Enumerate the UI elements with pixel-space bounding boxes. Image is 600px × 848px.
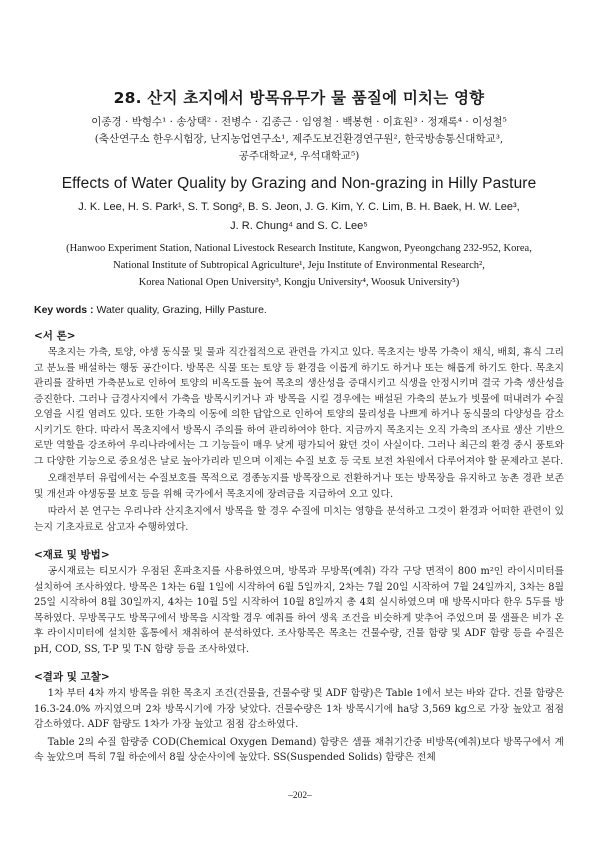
affiliations-english-line: National Institute of Subtropical Agriculture¹, Jeju Institute of Environmental Research²,: [113, 260, 485, 271]
authors-english-line: J. K. Lee, H. S. Park¹, S. T. Song², B. S. Jeon, J. G. Kim, Y. C. Lim, B. H. Baek, H. W. Lee³,: [78, 201, 520, 213]
paper-page: [34, 30, 564, 766]
affiliations-korean-line: 공주대학교⁴, 우석대학교⁵): [238, 150, 360, 162]
paper-title-korean: 28. 산지 초지에서 방목유무가 물 품질에 미치는 영향: [113, 89, 485, 107]
paragraph: Table 2의 수질 함량중 COD(Chemical Oxygen Demand) 함량은 샘플 채취기간중 비방목(예취)보다 방목구에서 계속 높았으며 특히 7월 하순에서 8월 상순사이에 높았다. SS(Suspended Solids) 함량은 전체: [34, 736, 564, 763]
paper-title-english: Effects of Water Quality by Grazing and Non-grazing in Hilly Pasture: [61, 175, 537, 192]
paragraph: 공시재료는 티모시가 우점된 혼파초지를 사용하였으며, 방목과 무방목(예취) 각각 구당 면적이 800 m²인 라이시미터를 설치하여 조사하였다. 방목은 1차는 6월 1일에 시작하여 6월 5일까지, 2차는 7월 20일 시작하여 7월 24일까지, 3차는 8월 25일 시작하여 8월 30일까지, 4차는 10월 5일 시작하여 10월 8일까지 총 4회 실시하였으며 매 방목시마다 한우 5두를 방목하였다. 무방목구도 방목구에서 방목을 시작할 경우 예취를 하여 생육 조건을 비슷하게 맞추어 주었으며 물 샘플은 비가 온 후 라이시미터에 설치한 홈통에서 채취하여 분석하였다. 조사항목은 목초는 건물수량, 건물 함량 및 ADF 함량 등을 수질은 pH, COD, SS, T-P 및 T-N 함량 등을 조사하였다.: [34, 566, 564, 655]
authors-korean: [34, 114, 564, 165]
keywords-label: Key words :: [34, 304, 94, 316]
paragraph: 1차 부터 4차 까지 방목을 위한 목초지 조건(건물율, 건물수량 및 ADF 함량)은 Table 1에서 보는 바와 같다. 건물 함량은 16.3-24.0% 까지였으며 2차 방목시기에 가장 낮았다. 건물수량은 1차 방목시기에 ha당 3,569 kg으로 가장 높았고 점점 감소하였다. ADF 함량도 1차가 가장 높았고 점점 감소하였다.: [34, 688, 564, 730]
affiliations-english-line: (Hanwoo Experiment Station, National Livestock Research Institute, Kangwon, Pyeongchang 232-952, Korea,: [66, 243, 532, 254]
affiliations-english: [34, 240, 564, 291]
authors-english-line: J. R. Chung⁴ and S. C. Lee⁵: [230, 220, 368, 232]
paragraph: 목초지는 가축, 토양, 야생 동식물 및 물과 직간접적으로 관련을 가지고 있다. 목초지는 방목 가축이 채식, 배회, 휴식 그리고 분뇨를 배설하는 행동 공간이다. 방목은 식물 또는 토양 등 환경을 이롭게 하기도 하거나 또는 해롭게 하기도 한다. 목초지 관리를 잘하면 가축분뇨로 인하여 토양의 비옥도를 높여 목초의 생산성을 증대시키고 식생을 안정시키며 결국 가축 생산성을 증진한다. 그러나 급경사지에서 가축을 방목시키거나 과 방목을 시킬 경우에는 배설된 가축의 분뇨가 빗물에 떠내려가 수질 오염을 시킬 염려도 있다. 또한 가축의 이동에 의한 답압으로 인하여 토양의 물리성을 나쁘게 하거나 동식물의 다양성을 감소시키기도 한다. 따라서 목초지에서 방목시 주의를 하여 관리하여야 한다. 지금까지 목초지는 오직 가축의 조사료 생산 기반으로만 역할을 강조하여 우리나라에서는 그 기능들이 매우 낮게 평가되어 왔던 것이 사실이다. 그러나 최근의 환경 중시 풍토와 그 다양한 기능으로 중요성은 날로 높아가리라 믿으며 이제는 수질 보호 등 국토 보전 차원에서 다루어져야 할 문제라고 본다.: [34, 347, 564, 467]
keywords-text: Water quality, Grazing, Hilly Pasture.: [96, 304, 267, 316]
section-heading-methods: <재료 및 방법>: [34, 549, 110, 561]
paragraph: 오래전부터 유럽에서는 수질보호를 목적으로 경종농지를 방목장으로 전환하거나 또는 방목장을 유지하고 농촌 경관 보존 및 개선과 야생동물 보호 등을 위해 국가에서 목초지에 장려금을 지급하여 오고 있다.: [34, 473, 564, 500]
affiliations-korean-line: (축산연구소 한우시험장, 난지농업연구소¹, 제주도보건환경연구원², 한국방송통신대학교³,: [94, 133, 504, 145]
paragraph: 따라서 본 연구는 우리나라 산지초지에서 방목을 할 경우 수질에 미치는 영향을 분석하고 그것이 환경과 어떠한 관련이 있는지 기초자료로 삼고자 수행하였다.: [34, 506, 564, 533]
page-number: –202–: [288, 791, 312, 801]
authors-english: [34, 198, 564, 236]
keywords: [34, 304, 564, 316]
affiliations-english-line: Korea National Open University³, Kongju University⁴, Woosuk University⁵): [138, 277, 460, 288]
section-heading-introduction: <서 론>: [34, 330, 76, 342]
authors-korean-line: 이종경 · 박형수¹ · 송상택² · 전병수 · 김종근 · 임영철 · 백봉현 · 이효원³ · 정재록⁴ · 이성철⁵: [91, 116, 507, 128]
section-heading-results: <결과 및 고찰>: [34, 671, 110, 683]
